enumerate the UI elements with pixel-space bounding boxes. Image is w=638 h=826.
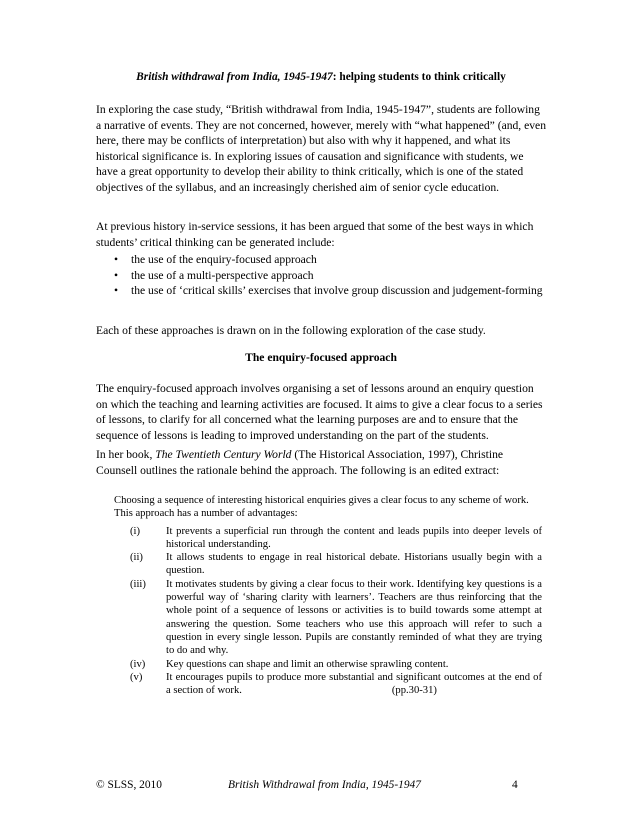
bullet-icon: •: [114, 284, 119, 298]
extract-item-text: It prevents a superficial run through the content and leads pupils into deeper levels of historical understanding.: [166, 525, 542, 550]
extract-item-text-content: It encourages pupils to produce more substantial and significant outcomes at the end of a section of work.: [166, 671, 542, 697]
extract-item-number: (v): [130, 671, 143, 683]
extract-item-number: (ii): [130, 552, 143, 564]
footer-copyright: © SLSS, 2010: [96, 779, 162, 791]
extract-item: [114, 658, 542, 671]
extract-item-text: Key questions can shape and limit an otherwise sprawling content.: [166, 658, 449, 670]
title-italic-part: British withdrawal from India, 1945-1947: [136, 71, 333, 83]
list-item: [96, 283, 546, 299]
page-title: [96, 70, 546, 84]
extract-item-number: (i): [130, 525, 140, 537]
p5-after: (The Historical Association, 1997), Christine Counsell outlines the rationale behind the approach. The following is an edited extract:: [96, 448, 504, 477]
extract-item-text: It allows students to engage in real historical debate. Historians usually begin with a question.: [166, 552, 542, 577]
footer-page-number: 4: [512, 779, 518, 791]
approaches-note: Each of these approaches is drawn on in the following exploration of the case study.: [96, 324, 486, 337]
quoted-extract: [114, 494, 542, 697]
list-item: [96, 268, 546, 284]
book-title: The Twentieth Century World: [155, 448, 292, 461]
extract-item: [114, 551, 542, 578]
extract-item: [114, 578, 542, 658]
extract-item-number: (iv): [130, 658, 146, 670]
extract-item: [114, 525, 542, 552]
section-heading: The enquiry-focused approach: [245, 351, 397, 364]
enquiry-paragraph: The enquiry-focused approach involves organising a set of lessons around an enquiry question on which the teaching and learning activities are focused. It aims to give a clear focus to a series of lessons, to clarify for all concerned what the learning purposes are and to ensure that the sequence of lessons is leading to improved understanding on the part of the students.: [96, 382, 543, 442]
extract-item-text: It motivates students by giving a clear focus to their work. Identifying key questions is a powerful way of ‘sharing clarity with learners’. Teachers are thus reinforcing that the whole point of a sequence of lessons or activities is to build towards some attempt at answering the question. Some teachers who use this approach will refer to such a question in every single lesson. Pupils are constantly reminded of what they are trying to do and why.: [166, 578, 542, 657]
bullet-icon: •: [114, 268, 119, 282]
footer-document-title: British Withdrawal from India, 1945-1947: [228, 779, 421, 791]
inservice-paragraph: At previous history in-service sessions, it has been argued that some of the best ways in which students’ critical thinking can be generated include:: [96, 220, 534, 249]
extract-item-number: (iii): [130, 578, 146, 590]
counsell-paragraph: [96, 447, 546, 478]
title-rest: : helping students to think critically: [332, 71, 506, 83]
extract-intro: Choosing a sequence of interesting historical enquiries gives a clear focus to any scheme of work. This approach has a number of advantages:: [114, 495, 529, 520]
list-item-text: the use of a multi-perspective approach: [131, 268, 314, 282]
p5-before: In her book,: [96, 448, 156, 461]
page-reference: (pp.30-31): [391, 685, 437, 697]
list-item: [96, 252, 546, 268]
intro-paragraph: In exploring the case study, “British withdrawal from India, 1945-1947”, students are following a narrative of events. They are not concerned, however, merely with “what happened” (and, even here, there may be conflicts of interpretation) but also with why it happened, and what its historical significance is. In exploring issues of causation and significance with students, we have a great opportunity to develop their ability to think critically, which is one of the stated objectives of the syllabus, and an increasingly cherished aim of senior cycle education.: [96, 103, 546, 194]
approaches-list: [96, 252, 546, 299]
list-item-text: the use of the enquiry-focused approach: [131, 253, 317, 266]
bullet-icon: •: [114, 253, 119, 266]
extract-item: [114, 671, 542, 698]
page-footer: [96, 778, 546, 792]
list-item-text: the use of ‘critical skills’ exercises that involve group discussion and judgement-forming: [131, 284, 543, 298]
extract-item-text: [166, 671, 542, 698]
